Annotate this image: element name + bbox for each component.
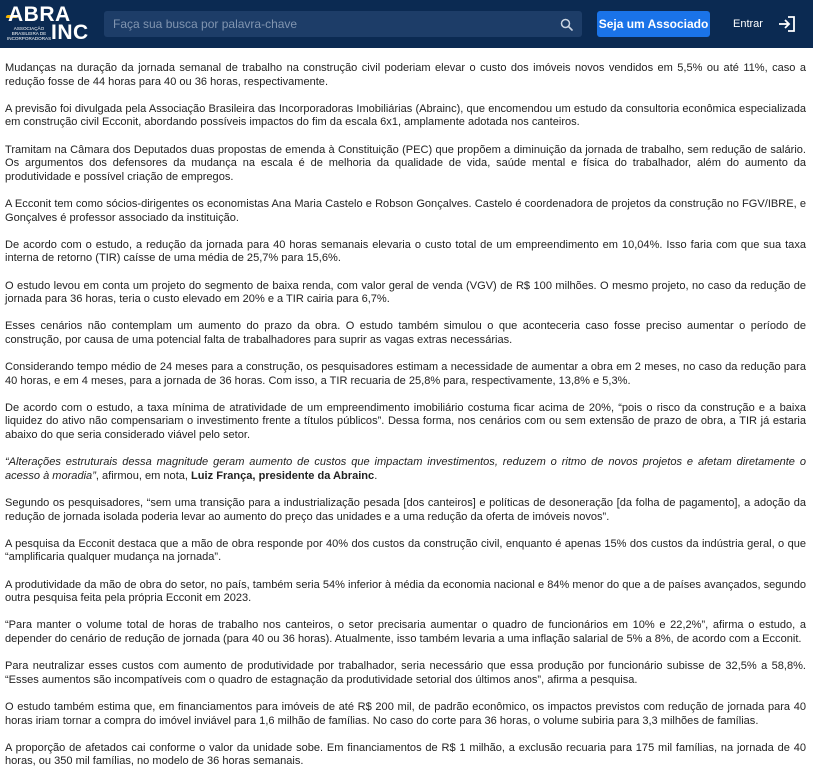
- quote-speaker: Luiz França, presidente da Abrainc: [191, 469, 375, 482]
- logo-subtitle: ASSOCIAÇÃO BRASILEIRA DE INCORPORADORAS: [7, 26, 52, 41]
- quote-attribution: , afirmou, em nota,: [95, 469, 192, 482]
- login-link[interactable]: [733, 12, 797, 36]
- article-paragraph: Segundo os pesquisadores, “sem uma transição para a industrialização pesada [dos canteiros] e políticas de desoneração [da folha de pagamento], a adoção da redução de jornada isolada poderia levar ao aumento do preço das unidades e a uma redução da oferta de imóveis novos”.: [5, 497, 806, 523]
- article-paragraph: A pesquisa da Ecconit destaca que a mão de obra responde por 40% dos custos da construção civil, enquanto é apenas 15% dos custos da indústria geral, o que “amplificaria qualquer mudança na jornada”.: [5, 537, 806, 564]
- quote-end: .: [374, 469, 378, 482]
- article-paragraph: Para neutralizar esses custos com aumento de produtividade por trabalhador, seria necessário que essa produção por funcionário subisse de 32,5% a 58,8%. “Esses aumentos são incompatíveis com o quadro de estagnação da produtividade setorial dos últimos anos”, afirma a pesquisa.: [5, 660, 806, 686]
- article-quote: [5, 456, 806, 483]
- quote-text: “Alterações estruturais dessa magnitude geram aumento de custos que impactam investimentos, reduzem o ritmo de novos projetos e afetam diretamente o acesso à moradia”: [5, 456, 806, 482]
- article-paragraph: A proporção de afetados cai conforme o valor da unidade sobe. Em financiamentos de R$ 1 milhão, a exclusão recuaria para 175 mil famílias, na jornada de 40 horas, ou 350 mil famílias, no modelo de 36 horas semanais.: [5, 741, 806, 768]
- article-paragraph: Tramitam na Câmara dos Deputados duas propostas de emenda à Constituição (PEC) que propõem a diminuição da jornada de trabalho, sem redução de salário. Os argumentos dos defensores da mudança na escala é de melhoria da qualidade de vida, saúde mental e física do trabalhador, além do aumento da produtividade e possível criação de empregos.: [5, 143, 806, 183]
- article-paragraph: De acordo com o estudo, a taxa mínima de atratividade de um empreendimento imobiliário costuma ficar acima de 20%, “pois o risco da construção e a baixa liquidez do ativo não compensariam o investimento frente a títulos públicos”. Dessa forma, nos cenários com ou sem extensão de prazo de obra, a TIR já estaria abaixo do que seria considerado viável pelo setor.: [5, 401, 806, 442]
- article-paragraph: A previsão foi divulgada pela Associação Brasileira das Incorporadoras Imobiliárias (Abrainc), que encomendou um estudo da consultoria econômica especializada em construção civil Ecconit, abordando possíveis impactos do fim da escala 6x1, amplamente adotada nos canteiros.: [5, 102, 806, 129]
- search-bar: [104, 11, 582, 37]
- logo-text-abra: ABRA: [8, 3, 71, 26]
- article-paragraph: Mudanças na duração da jornada semanal de trabalho na construção civil poderiam elevar o custo dos imóveis novos vendidos em 5,5% ou até 11%, caso a redução fosse de 44 horas para 40 ou 36 horas, respectivamente.: [5, 62, 806, 88]
- login-label: Entrar: [733, 18, 763, 30]
- article-paragraph: “Para manter o volume total de horas de trabalho nos canteiros, o setor precisaria aumentar o quadro de funcionários em 10% e 22,2%”, afirma o estudo, a depender do cenário de redução de jornada (para 40 ou 36 horas). Atualmente, isso também levaria a uma inflação salarial de 5% a 8%, de acordo com a Ecconit.: [5, 619, 806, 645]
- login-icon: [777, 14, 797, 34]
- article-body: [5, 62, 806, 782]
- search-input[interactable]: [104, 11, 554, 37]
- article-paragraph: A produtividade da mão de obra do setor, no país, também seria 54% inferior à média da economia nacional e 84% menor do que a de países avançados, segundo outra pesquisa feita pela própria Ecconit em 2023.: [5, 578, 806, 605]
- article-paragraph: Considerando tempo médio de 24 meses para a construção, os pesquisadores estimam a necessidade de aumentar a obra em 2 meses, no caso da redução para 40 horas, e em 4 meses, para a jornada de 36 horas. Com isso, a TIR recuaria de 25,8% para, respectivamente, 13,8% e 5,3%.: [5, 361, 806, 387]
- article-paragraph: A Ecconit tem como sócios-dirigentes os economistas Ana Maria Castelo e Robson Gonçalves. Castelo é coordenadora de projetos da construção no FGV/IBRE, e Gonçalves é professor associado da instituição.: [5, 197, 806, 224]
- join-association-button[interactable]: Seja um Associado: [597, 11, 710, 37]
- logo-text-inc: INC: [51, 21, 89, 44]
- article-paragraph: O estudo levou em conta um projeto do segmento de baixa renda, com valor geral de venda (VGV) de R$ 100 milhões. O mesmo projeto, no caso da redução de jornada para 36 horas, teria o custo elevado em 20% e a TIR cairia para 6,7%.: [5, 279, 806, 306]
- article-paragraph: O estudo também estima que, em financiamentos para imóveis de até R$ 200 mil, de padrão econômico, os impactos previstos com redução de jornada para 40 horas iriam tornar a compra do imóvel inviável para 1,6 milhão de famílias. No caso do corte para 36 horas, o volume subiria para 3,3 milhões de famílias.: [5, 700, 806, 727]
- search-icon[interactable]: [554, 11, 578, 37]
- article-paragraph: Esses cenários não contemplam um aumento do prazo da obra. O estudo também simulou o que aconteceria caso fosse preciso aumentar o período de construção, por causa de uma potencial falta de trabalhadores para suprir as vagas extras necessárias.: [5, 320, 806, 346]
- abrainc-logo[interactable]: [6, 4, 90, 44]
- site-header: [0, 0, 813, 48]
- article-paragraph: De acordo com o estudo, a redução da jornada para 40 horas semanais elevaria o custo total de um empreendimento em 10,04%. Isso faria com que sua taxa interna de retorno (TIR) caísse de uma média de 25,7% para 15,6%.: [5, 238, 806, 265]
